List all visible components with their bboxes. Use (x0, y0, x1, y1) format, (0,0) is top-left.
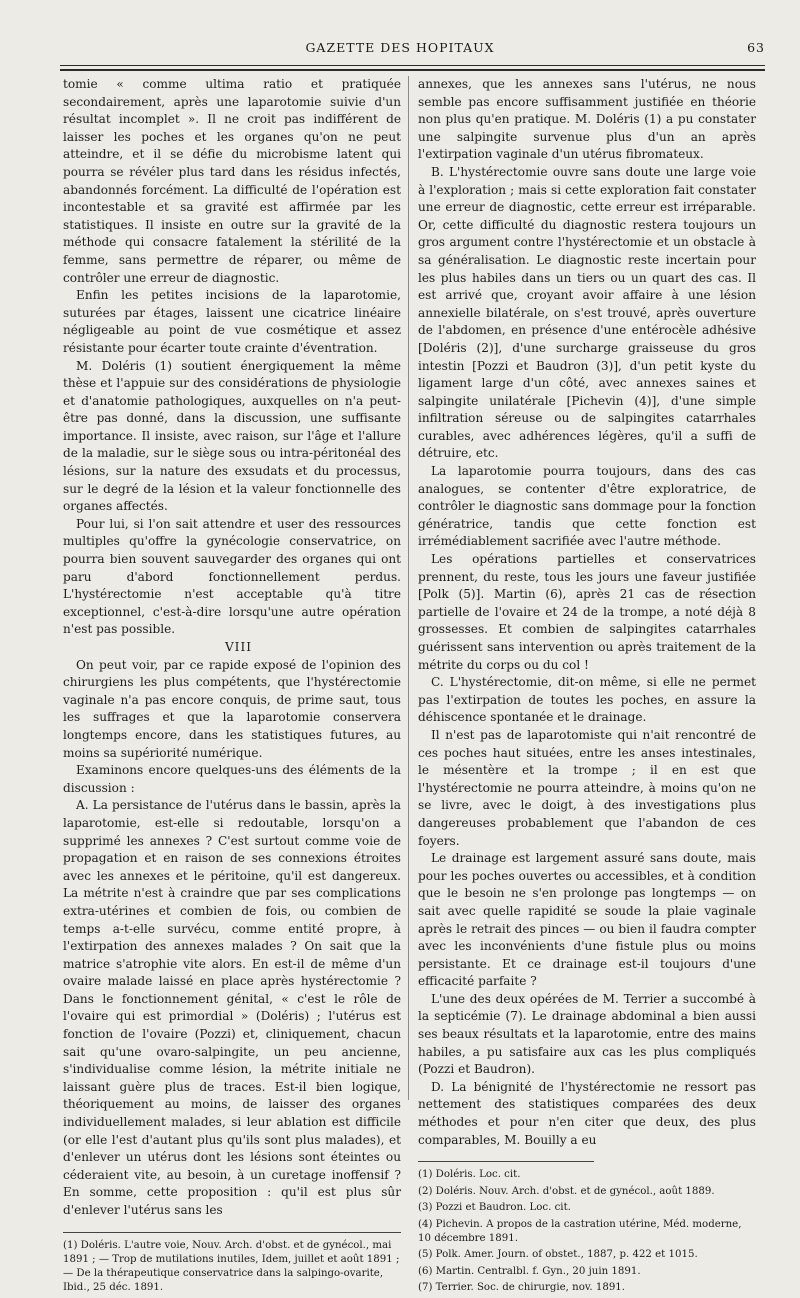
paragraph: C. L'hystérectomie, dit-on même, si elle ne permet pas l'extirpation de toutes les poches, en assure la déhiscence spontanée et le drainage. (418, 675, 756, 725)
paragraph: Il n'est pas de laparotomiste qui n'ait rencontré de ces poches haut situées, entre les anses intestinales, le mésentère et la trompe ; il en est que l'hystérectomie ne pourra atteindre, à moins qu'on ne se livre, avec le doigt, à des investigations plus dangereuses probablement que l'abandon de ces foyers. (418, 727, 756, 848)
paragraph: M. Doléris (1) soutient énergiquement la même thèse et l'appuie sur des considérations de physiologie et d'anatomie pathologiques, auxquelles on n'a peut-être pas donné, dans la discussion, une suffisante importance. Il insiste, avec raison, sur l'âge et l'allure de la maladie, sur le siège sous ou intra-péritonéal des lésions, sur la nature des exsudats et du processus, sur le degré de la lésion et la valeur fonctionnelle des organes affectés. (63, 358, 401, 514)
left-column (63, 76, 401, 1295)
footnote: (7) Terrier. Soc. de chirurgie, nov. 1891. (418, 1282, 626, 1294)
header-rule-thick (60, 69, 765, 71)
footnote: (5) Polk. Amer. Journ. of obstet., 1887, p. 422 et 1015. (418, 1249, 698, 1261)
footnote-rule (63, 1232, 401, 1233)
paragraph: Pour lui, si l'on sait attendre et user des ressources multiples qu'offre la gynécologie conservatrice, on pourra bien souvent sauvegarder des organes qui ont paru d'abord fonctionnellement perdus. L'hystérectomie n'est acceptable qu'à titre exceptionnel, c'est-à-dire lorsqu'une autre opération n'est pas possible. (63, 516, 401, 637)
journal-title: GAZETTE DES HOPITAUX (305, 40, 495, 55)
paragraph: On peut voir, par ce rapide exposé de l'opinion des chirurgiens les plus compétents, que l'hystérectomie vaginale n'a pas encore conquis, de prime saut, tous les suffrages et que la laparotomie conservera longtemps encore, dans les statistiques futures, au moins sa supériorité numérique. (63, 657, 401, 760)
footnote: (2) Doléris. Nouv. Arch. d'obst. et de gynécol., août 1889. (418, 1185, 715, 1197)
column-divider (408, 76, 409, 1100)
footnote: (1) Doléris. Loc. cit. (418, 1169, 521, 1181)
footnotes-right (418, 1168, 756, 1295)
running-head (0, 40, 800, 62)
paragraph: Les opérations partielles et conservatrices prennent, du reste, tous les jours une faveur justifiée [Polk (5)]. Martin (6), après 21 cas de résection partielle de l'ovaire et 24 de la trompe, a noté déjà 8 grossesses. Et combien de salpingites catarrhales guérissent sans intervention ou après traitement de la métrite du corps ou du col ! (418, 552, 756, 672)
paragraph: L'une des deux opérées de M. Terrier a succombé à la septicémie (7). Le drainage abdominal a bien aussi ses beaux résultats et la laparotomie, entre des mains habiles, a pu satisfaire aux cas les plus compliqués (Pozzi et Baudron). (418, 991, 756, 1077)
footnote: (1) Doléris. L'autre voie, Nouv. Arch. d'obst. et de gynécol., mai 1891 ; — Trop de mutilations inutiles, Idem, juillet et août 1891 ; — De la thérapeutique conservatrice dans la salpingo-ovarite, Ibid., 25 déc. 1891. (63, 1239, 400, 1294)
paragraph: annexes, que les annexes sans l'utérus, ne nous semble pas encore suffisamment justifiée en théorie non plus qu'en pratique. M. Doléris (1) a pu constater une salpingite survenue plus d'un an après l'extirpation vaginale d'un utérus fibromateux. (418, 77, 756, 162)
page-number: 63 (747, 40, 765, 55)
footnote-rule (418, 1161, 594, 1162)
footnotes-left (63, 1239, 401, 1296)
paragraph: tomie « comme ultima ratio et pratiquée secondairement, après une laparotomie suivie d'un résultat incomplet ». Il ne croit pas indifférent de laisser les poches et les organes qu'on ne peut atteindre, et il se défie du microbisme latent qui pourra se révéler plus tard dans les résidus infectés, abandonnés forcément. La difficulté de l'opération est incontestable et sa gravité est affirmée par les statistiques. Il insiste en outre sur la gravité de la méthode qui consacre fatalement la stérilité de la femme, sans permettre de réparer, ou même de contrôler une erreur de diagnostic. (63, 77, 401, 285)
paragraph: B. L'hystérectomie ouvre sans doute une large voie à l'exploration ; mais si cette exploration fait constater une erreur de diagnostic, cette erreur est irréparable. Or, cette difficulté du diagnostic restera toujours un gros argument contre l'hystérectomie et un obstacle à sa généralisation. Le diagnostic reste incertain pour les plus habiles dans un tiers ou un quart des cas. Il est arrivé que, croyant avoir affaire à une lésion annexielle bilatérale, on s'est trouvé, après ouverture de l'abdomen, en présence d'une entérocèle adhésive [Doléris (2)], d'une surcharge graisseuse du gros intestin [Pozzi et Baudron (3)], d'un petit kyste du ligament large d'un côté, avec annexes saines et salpingite unilatérale [Pichevin (4)], d'une simple infiltration séreuse ou de salpingites catarrhales curables, avec adhérences légères, qu'il a suffi de détruire, etc. (418, 164, 756, 461)
paragraph: La laparotomie pourra toujours, dans des cas analogues, se contenter d'être exploratrice, de contrôler le diagnostic sans dommage pour la fonction génératrice, tandis que cette fonction est irrémédiablement sacrifiée avec l'autre méthode. (418, 464, 756, 549)
paragraph: Examinons encore quelques-uns des éléments de la discussion : (63, 763, 401, 795)
section-heading: VIII (224, 640, 253, 654)
footnote: (3) Pozzi et Baudron. Loc. cit. (418, 1202, 571, 1214)
paragraph: Le drainage est largement assuré sans doute, mais pour les poches ouvertes ou accessibles, et à condition que le besoin ne s'en prolonge pas longtemps — on sait avec quelle rapidité se soude la plaie vaginale après le retrait des pinces — ou bien il faudra compter avec les inconvénients d'une fistule plus ou moins persistante. Et ce drainage est-il toujours d'une efficacité parfaite ? (418, 851, 756, 989)
paragraph: A. La persistance de l'utérus dans le bassin, après la laparotomie, est-elle si redoutable, lorsqu'on a supprimé les annexes ? C'est surtout comme voie de propagation et en raison de ses connexions étroites avec les annexes et le péritoine, qu'il est dangereux. La métrite n'est à craindre que par ses complications extra-utérines et combien de fois, ou combien de temps a-t-elle survécu, comme entité propre, à l'extirpation des annexes malades ? On sait que la matrice s'atrophie vite alors. En est-il de même d'un ovaire malade laissé en place après hystérectomie ? Dans le fonctionnement génital, « c'est le rôle de l'ovaire qui est primordial » (Doléris) ; l'utérus est fonction de l'ovaire (Pozzi) et, cliniquement, chacun sait qu'une ovaro-salpingite, un peu ancienne, s'individualise comme lésion, la métrite initiale ne laissant guère plus de traces. Est-il bien logique, théoriquement au moins, de laisser des organes individuellement malades, si leur ablation est difficile (or elle l'est d'autant plus qu'ils sont plus malades), et d'enlever un utérus dont les lésions sont éteintes ou céderaient vite, au besoin, à un curetage inoffensif ? En somme, cette proposition : qu'il est plus sûr d'enlever l'utérus sans les (63, 798, 401, 1217)
footnote: (6) Martin. Centralbl. f. Gyn., 20 juin 1891. (418, 1265, 641, 1277)
header-rule (60, 65, 765, 66)
paragraph: D. La bénignité de l'hystérectomie ne ressort pas nettement des statistiques comparées des deux méthodes et pour n'en citer que deux, des plus comparables, M. Bouilly a eu (418, 1079, 756, 1147)
paragraph: Enfin les petites incisions de la laparotomie, suturées par étages, laissent une cicatrice linéaire négligeable au point de vue cosmétique et assez résistante pour écarter toute crainte d'éventration. (63, 288, 401, 355)
right-column (418, 76, 756, 1298)
footnote: (4) Pichevin. A propos de la castration utérine, Méd. moderne, 10 décembre 1891. (418, 1218, 742, 1244)
